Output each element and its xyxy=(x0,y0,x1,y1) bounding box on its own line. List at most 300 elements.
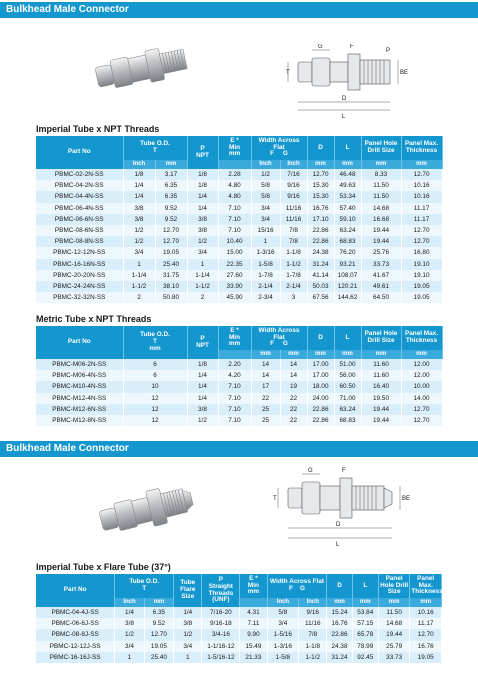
table-cell: 12.70 xyxy=(401,415,442,426)
table-cell: 25.76 xyxy=(361,247,401,258)
table-cell: 11.50 xyxy=(361,191,401,202)
dim-label-t: T xyxy=(286,70,290,76)
table-cell: 14 xyxy=(251,359,280,370)
table-cell: 1/4 xyxy=(187,203,218,214)
table-cell: 7/8 xyxy=(280,225,307,236)
unit-cell: Inch xyxy=(123,160,155,169)
table-cell: 16.76 xyxy=(410,641,442,652)
part-number-cell: PBMC-04-2N-SS xyxy=(36,180,123,191)
header-l: L xyxy=(334,326,361,350)
table-cell: 71.00 xyxy=(334,393,361,404)
table-row xyxy=(36,225,442,236)
table-cell: 7.10 xyxy=(218,381,251,392)
table-cell: 14.68 xyxy=(378,618,410,629)
table-cell: 1-1/4 xyxy=(123,270,155,281)
unit-cell: mm xyxy=(334,350,361,359)
table-cell: 12.70 xyxy=(155,225,187,236)
table-cell: 3/4 xyxy=(123,247,155,258)
table-row xyxy=(36,169,442,180)
table-cell: 19.05 xyxy=(155,247,187,258)
dim-label-g: G xyxy=(318,44,323,50)
table-cell: 50.80 xyxy=(155,292,187,303)
table-row xyxy=(36,415,442,426)
part-number-cell: PBMC-04-4J-SS xyxy=(36,607,115,618)
table-cell: 3/4 xyxy=(267,618,299,629)
unit-cell: Inch xyxy=(299,598,327,607)
table-cell: 11/16 xyxy=(299,618,327,629)
table-cell: 24.00 xyxy=(307,393,334,404)
table-cell: 2-1/4 xyxy=(280,281,307,292)
table-cell: 92.45 xyxy=(352,652,378,663)
table-cell: 1/4 xyxy=(174,607,202,618)
table-cell: 19.44 xyxy=(361,236,401,247)
table-cell: 6.35 xyxy=(155,180,187,191)
section-title-1: Bulkhead Male Connector xyxy=(0,2,478,18)
unit-cell: mm xyxy=(352,598,378,607)
part-number-cell: PBMC-12-12J-SS xyxy=(36,641,115,652)
table-cell: 7/8 xyxy=(299,629,327,640)
header-e: E * Min mm xyxy=(240,574,267,598)
table-cell: 1/2 xyxy=(251,169,280,180)
table-cell: 1/2 xyxy=(115,629,144,640)
table-cell: 4.20 xyxy=(218,370,251,381)
table-cell: 7.10 xyxy=(218,203,251,214)
table-cell: 1/4 xyxy=(187,381,218,392)
table-cell: 17.00 xyxy=(307,370,334,381)
dim-label-t: T xyxy=(273,496,277,502)
dim-label-g: G xyxy=(308,468,313,474)
table-imperial-flare xyxy=(36,574,442,663)
table-cell: 1-3/16 xyxy=(251,247,280,258)
dim-label-l: L xyxy=(336,542,340,548)
table-cell: 3/8 xyxy=(123,203,155,214)
table-cell: 3/4 xyxy=(251,214,280,225)
table-cell: 11.17 xyxy=(401,203,442,214)
table-title-metric-npt: Metric Tube x NPT Threads xyxy=(36,314,152,324)
table-cell: 9/16-18 xyxy=(202,618,240,629)
product-photo-npt xyxy=(92,38,192,98)
table-cell: 1-1/8 xyxy=(299,641,327,652)
table-row xyxy=(36,652,442,663)
table-cell: 63.24 xyxy=(334,404,361,415)
header-width-across-flat: Width Across Flat F G xyxy=(251,326,307,350)
table-cell: 11.60 xyxy=(361,370,401,381)
table-cell: 25 xyxy=(251,404,280,415)
table-row xyxy=(36,259,442,270)
table-cell: 16.76 xyxy=(327,618,352,629)
part-number-cell: PBMC-M12-8N-SS xyxy=(36,415,123,426)
header-drill-size: Panel Hole Drill Size xyxy=(361,136,401,160)
table-cell: 64.50 xyxy=(361,292,401,303)
table-cell: 11.50 xyxy=(361,180,401,191)
part-number-cell: PBMC-06-6N-SS xyxy=(36,214,123,225)
table-cell: 19.10 xyxy=(401,259,442,270)
header-p: P NPT xyxy=(187,326,218,359)
table-row xyxy=(36,214,442,225)
table-cell: 4.31 xyxy=(240,607,267,618)
table-cell: 15.30 xyxy=(307,180,334,191)
table-cell: 46.48 xyxy=(334,169,361,180)
table-cell: 6 xyxy=(123,370,187,381)
table-metric-npt xyxy=(36,326,443,426)
table-cell: 1/4 xyxy=(123,180,155,191)
table-cell: 21.33 xyxy=(240,652,267,663)
table-cell: 6 xyxy=(123,359,187,370)
table-cell: 9.52 xyxy=(144,618,173,629)
unit-cell: mm xyxy=(307,350,334,359)
table-cell: 1-5/8 xyxy=(251,259,280,270)
table-cell: 1/4 xyxy=(115,607,144,618)
unit-cell: Inch xyxy=(267,598,299,607)
table-cell: 9.52 xyxy=(155,214,187,225)
table-imperial-npt xyxy=(36,136,443,303)
table-row xyxy=(36,292,442,303)
table-cell: 33.73 xyxy=(361,259,401,270)
table-cell: 78.99 xyxy=(352,641,378,652)
table-cell: 3.17 xyxy=(155,169,187,180)
technical-drawing-flare xyxy=(270,466,420,548)
table-cell: 1-5/8 xyxy=(267,652,299,663)
table-cell: 41.67 xyxy=(361,270,401,281)
table-cell: 22 xyxy=(280,415,307,426)
table-cell: 1/4 xyxy=(187,370,218,381)
header-tube-flare-size: Tube Flare Size xyxy=(174,574,202,607)
table-cell: 11.17 xyxy=(401,214,442,225)
table-cell: 19.05 xyxy=(410,652,442,663)
table-cell: 1 xyxy=(174,652,202,663)
table-cell: 67.56 xyxy=(307,292,334,303)
table-cell: 33.73 xyxy=(378,652,410,663)
table-cell: 45.90 xyxy=(218,292,251,303)
header-max-thickness: Panel Max. Thickness xyxy=(401,326,442,350)
unit-cell: mm xyxy=(307,160,334,169)
header-e: E * Min mm xyxy=(218,136,251,160)
table-cell: 12.70 xyxy=(401,225,442,236)
table-cell: 17.10 xyxy=(307,214,334,225)
table-cell: 57.15 xyxy=(352,618,378,629)
table-row xyxy=(36,618,442,629)
table-cell: 16.76 xyxy=(307,203,334,214)
table-row xyxy=(36,629,442,640)
table-cell: 19.05 xyxy=(144,641,173,652)
header-part-no: Part No xyxy=(36,136,123,169)
table-cell: 6.35 xyxy=(155,191,187,202)
header-d: D xyxy=(307,326,334,350)
table-cell: 10.40 xyxy=(218,236,251,247)
table-cell: 22.86 xyxy=(307,236,334,247)
table-cell: 19 xyxy=(280,381,307,392)
table-cell: 7.10 xyxy=(218,393,251,404)
header-tube-od: Tube O.D. T xyxy=(123,136,187,160)
table-cell: 12.70 xyxy=(144,629,173,640)
table-cell: 3/4 xyxy=(251,203,280,214)
table-cell: 31.75 xyxy=(155,270,187,281)
table-cell: 3/8 xyxy=(187,404,218,415)
part-number-cell: PBMC-06-6J-SS xyxy=(36,618,115,629)
table-cell: 68.83 xyxy=(334,415,361,426)
table-cell: 1/2 xyxy=(174,629,202,640)
table-row xyxy=(36,270,442,281)
table-cell: 22.86 xyxy=(307,225,334,236)
table-cell: 1/2 xyxy=(187,236,218,247)
table-cell: 1-1/2 xyxy=(123,281,155,292)
part-number-cell: PBMC-12-12N-SS xyxy=(36,247,123,258)
table-cell: 2-3/4 xyxy=(251,292,280,303)
part-number-cell: PBMC-M12-6N-SS xyxy=(36,404,123,415)
table-cell: 3/4 xyxy=(187,247,218,258)
dim-label-be: BE xyxy=(402,496,411,502)
table-cell: 5/8 xyxy=(251,180,280,191)
table-cell: 25.79 xyxy=(378,641,410,652)
table-cell: 19.05 xyxy=(401,281,442,292)
table-cell: 49.61 xyxy=(361,281,401,292)
table-cell: 22 xyxy=(280,404,307,415)
table-cell: 1/2 xyxy=(123,225,155,236)
table-cell: 19.44 xyxy=(361,225,401,236)
header-width-across-flat: Width Across Flat F G xyxy=(267,574,327,598)
table-cell: 3/8 xyxy=(115,618,144,629)
part-number-cell: PBMC-24-24N-SS xyxy=(36,281,123,292)
unit-cell: mm xyxy=(401,160,442,169)
table-row xyxy=(36,203,442,214)
table-cell: 27.60 xyxy=(218,270,251,281)
table-row xyxy=(36,191,442,202)
table-cell: 17.00 xyxy=(307,359,334,370)
table-cell: 1/2 xyxy=(123,236,155,247)
part-number-cell: PBMC-M06-2N-SS xyxy=(36,359,123,370)
table-cell: 12.70 xyxy=(155,236,187,247)
header-part-no: Part No xyxy=(36,326,123,359)
table-cell: 31.24 xyxy=(307,259,334,270)
table-cell: 22 xyxy=(251,393,280,404)
table-cell: 15.30 xyxy=(307,191,334,202)
table-cell: 11.17 xyxy=(410,618,442,629)
table-cell: 12 xyxy=(123,415,187,426)
table-cell: 9.52 xyxy=(155,203,187,214)
table-row xyxy=(36,393,442,404)
unit-cell: mm xyxy=(378,598,410,607)
table-cell: 10.16 xyxy=(401,180,442,191)
header-part-no: Part No xyxy=(36,574,115,607)
table-cell: 41.14 xyxy=(307,270,334,281)
part-number-cell: PBMC-M10-4N-SS xyxy=(36,381,123,392)
header-d: D xyxy=(307,136,334,160)
table-row xyxy=(36,404,442,415)
table-cell: 1 xyxy=(187,259,218,270)
table-cell: 9/16 xyxy=(280,180,307,191)
table-row xyxy=(36,281,442,292)
header-l: L xyxy=(352,574,378,598)
part-number-cell: PBMC-06-4N-SS xyxy=(36,203,123,214)
table-cell: 1 xyxy=(115,652,144,663)
table-cell: 2-1/4 xyxy=(251,281,280,292)
table-cell: 50.03 xyxy=(307,281,334,292)
table-cell: 15.24 xyxy=(327,607,352,618)
unit-cell: Inch xyxy=(251,160,280,169)
header-max-thickness: Panel Max. Thickness xyxy=(401,136,442,160)
part-number-cell: PBMC-32-32N-SS xyxy=(36,292,123,303)
part-number-cell: PBMC-08-6N-SS xyxy=(36,225,123,236)
table-cell: 38.10 xyxy=(155,281,187,292)
table-cell: 1/8 xyxy=(187,359,218,370)
table-cell: 49.63 xyxy=(334,180,361,191)
table-cell: 9/16 xyxy=(280,191,307,202)
table-cell: 19.44 xyxy=(378,629,410,640)
table-cell: 15.49 xyxy=(240,641,267,652)
table-cell: 7.11 xyxy=(240,618,267,629)
table-cell: 18.00 xyxy=(307,381,334,392)
header-d: D xyxy=(327,574,352,598)
table-cell: 19.44 xyxy=(361,415,401,426)
table-cell: 1/8 xyxy=(123,169,155,180)
table-cell: 65.78 xyxy=(352,629,378,640)
unit-cell: mm xyxy=(144,598,173,607)
product-photo-flare xyxy=(96,478,196,542)
table-cell: 57.40 xyxy=(334,203,361,214)
table-cell: 1-1/8 xyxy=(280,247,307,258)
table-cell: 17 xyxy=(251,381,280,392)
unit-cell: mm xyxy=(361,160,401,169)
part-number-cell: PBMC-M12-4N-SS xyxy=(36,393,123,404)
table-cell: 25.40 xyxy=(144,652,173,663)
table-cell: 12.70 xyxy=(307,169,334,180)
table-cell: 2 xyxy=(187,292,218,303)
unit-cell: mm xyxy=(251,350,280,359)
header-tube-od: Tube O.D. T xyxy=(115,574,174,598)
table-cell: 3/4 xyxy=(174,641,202,652)
dim-label-p: P xyxy=(386,48,391,54)
unit-cell xyxy=(218,160,251,169)
table-cell: 7/16-20 xyxy=(202,607,240,618)
table-cell: 68.83 xyxy=(334,236,361,247)
unit-cell: mm xyxy=(361,350,401,359)
table-cell: 144.62 xyxy=(334,292,361,303)
table-cell: 11/16 xyxy=(280,214,307,225)
dim-label-d: D xyxy=(336,522,341,528)
table-cell: 22.86 xyxy=(307,415,334,426)
table-cell: 108.07 xyxy=(334,270,361,281)
table-cell: 1-3/16 xyxy=(267,641,299,652)
table-cell: 11.60 xyxy=(361,359,401,370)
unit-cell: Inch xyxy=(115,598,144,607)
header-drill-size: Panel Hole Drill Size xyxy=(378,574,410,598)
table-cell: 3/4 xyxy=(115,641,144,652)
unit-cell: Inch xyxy=(280,160,307,169)
table-title-imperial-flare: Imperial Tube x Flare Tube (37°) xyxy=(36,562,171,572)
part-number-cell: PBMC-02-2N-SS xyxy=(36,169,123,180)
table-cell: 16.40 xyxy=(361,381,401,392)
table-cell: 1/8 xyxy=(187,169,218,180)
table-cell: 12.70 xyxy=(401,169,442,180)
table-cell: 7.10 xyxy=(218,404,251,415)
unit-cell: mm xyxy=(410,598,442,607)
table-cell: 22 xyxy=(280,393,307,404)
table-cell: 24.38 xyxy=(327,641,352,652)
table-cell: 3/4-16 xyxy=(202,629,240,640)
table-cell: 9/16 xyxy=(299,607,327,618)
table-cell: 22.86 xyxy=(307,404,334,415)
header-p: P Straight Threads (UNF) xyxy=(202,574,240,607)
table-cell: 12.70 xyxy=(410,629,442,640)
table-cell: 14.00 xyxy=(401,393,442,404)
section-title-2: Bulkhead Male Connector xyxy=(0,441,478,457)
table-cell: 14.68 xyxy=(361,203,401,214)
table-cell: 10.16 xyxy=(410,607,442,618)
table-cell: 12 xyxy=(123,404,187,415)
table-cell: 3/8 xyxy=(187,214,218,225)
table-cell: 1-1/2 xyxy=(280,259,307,270)
table-cell: 8.33 xyxy=(361,169,401,180)
unit-cell: mm xyxy=(334,160,361,169)
table-cell: 16.68 xyxy=(361,214,401,225)
table-cell: 15.00 xyxy=(218,247,251,258)
dim-label-d: D xyxy=(342,96,347,102)
table-cell: 12.00 xyxy=(401,359,442,370)
table-cell: 12.70 xyxy=(401,404,442,415)
table-title-imperial-npt: Imperial Tube x NPT Threads xyxy=(36,124,160,134)
table-cell: 24.38 xyxy=(307,247,334,258)
table-cell: 9.90 xyxy=(240,629,267,640)
table-cell: 5/8 xyxy=(267,607,299,618)
table-cell: 11.50 xyxy=(378,607,410,618)
table-cell: 7/16 xyxy=(280,169,307,180)
table-cell: 2.20 xyxy=(218,359,251,370)
unit-cell: mm xyxy=(401,350,442,359)
header-p: P NPT xyxy=(187,136,218,169)
part-number-cell: PBMC-16-16N-SS xyxy=(36,259,123,270)
table-cell: 93.21 xyxy=(334,259,361,270)
table-cell: 1/2 xyxy=(187,415,218,426)
table-cell: 1-1/2 xyxy=(187,281,218,292)
table-cell: 19.44 xyxy=(361,404,401,415)
table-cell: 22.86 xyxy=(327,629,352,640)
table-cell: 16.80 xyxy=(401,247,442,258)
table-cell: 2 xyxy=(123,292,155,303)
table-row xyxy=(36,236,442,247)
dim-label-be: BE xyxy=(400,70,409,76)
table-cell: 53.34 xyxy=(334,191,361,202)
table-cell: 1 xyxy=(251,236,280,247)
table-cell: 12.00 xyxy=(401,370,442,381)
unit-cell: mm xyxy=(155,160,187,169)
technical-drawing-npt xyxy=(284,44,422,122)
table-row xyxy=(36,359,442,370)
table-cell: 11/16 xyxy=(280,203,307,214)
table-cell: 7.10 xyxy=(218,225,251,236)
table-row xyxy=(36,180,442,191)
unit-cell: mm xyxy=(280,350,307,359)
header-max-thickness: Panel Max. Thickness xyxy=(410,574,442,598)
part-number-cell: PBMC-16-16J-SS xyxy=(36,652,115,663)
table-cell: 1 xyxy=(123,259,155,270)
table-cell: 10 xyxy=(123,381,187,392)
table-row xyxy=(36,247,442,258)
part-number-cell: PBMC-08-8J-SS xyxy=(36,629,115,640)
table-cell: 1-1/4 xyxy=(187,270,218,281)
table-row xyxy=(36,607,442,618)
table-cell: 12 xyxy=(123,393,187,404)
table-cell: 15/16 xyxy=(251,225,280,236)
header-l: L xyxy=(334,136,361,160)
table-cell: 53.84 xyxy=(352,607,378,618)
header-width-across-flat: Width Across Flat F G xyxy=(251,136,307,160)
table-cell: 14 xyxy=(280,370,307,381)
table-cell: 19.50 xyxy=(361,393,401,404)
table-cell: 3/8 xyxy=(187,225,218,236)
unit-cell xyxy=(240,598,267,607)
header-e: E * Min mm xyxy=(218,326,251,350)
table-cell: 25 xyxy=(251,415,280,426)
